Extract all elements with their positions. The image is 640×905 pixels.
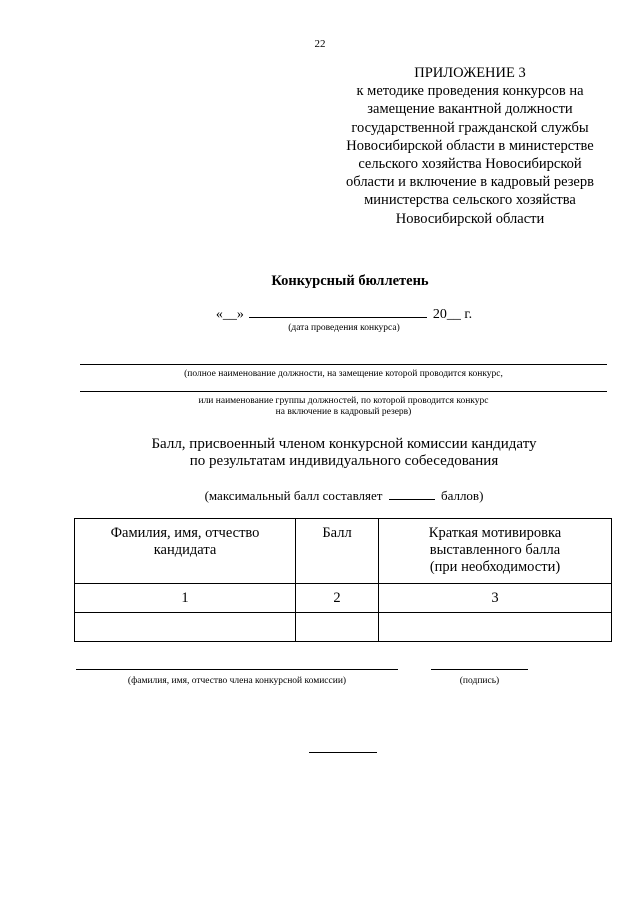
position-name-line-2[interactable] (80, 391, 607, 392)
document-title: Конкурсный бюллетень (271, 273, 429, 289)
commission-member-name-line[interactable] (76, 669, 398, 670)
motivation-cell[interactable] (379, 613, 612, 642)
max-score-blank[interactable] (389, 488, 435, 500)
end-divider (309, 752, 377, 753)
signature-line[interactable] (431, 669, 528, 670)
table-row (75, 613, 612, 642)
date-month-blank[interactable] (249, 305, 427, 318)
page-number: 22 (314, 38, 326, 50)
header-text: Фамилия, имя, отчество (110, 525, 260, 541)
date-caption: (дата проведения конкурса) (288, 323, 400, 333)
header-candidate (75, 519, 296, 584)
table-header-row (75, 519, 612, 584)
table-number-row (75, 584, 612, 613)
max-score-line (0, 488, 640, 504)
score-heading (0, 436, 640, 470)
position-caption-1: (полное наименование должности, на замещение которой проводится конкурс, (184, 369, 503, 379)
header-text: (при необходимости) (429, 559, 561, 575)
score-table (74, 518, 612, 642)
appendix-line: области и включение в кадровый резерв (346, 174, 594, 191)
appendix-line: министерства сельского хозяйства (364, 192, 576, 209)
column-number: 3 (379, 584, 612, 613)
score-heading-line: Балл, присвоенный членом конкурсной комиссии кандидату (151, 436, 537, 452)
appendix-line: государственной гражданской службы (351, 119, 589, 136)
header-text: кандидата (153, 542, 217, 558)
appendix-line: ПРИЛОЖЕНИЕ 3 (414, 65, 526, 81)
position-name-line-1[interactable] (80, 364, 607, 365)
appendix-line: Новосибирской области в министерстве (346, 137, 594, 154)
column-number: 2 (296, 584, 379, 613)
appendix-line: Новосибирской области (395, 210, 545, 227)
candidate-name-cell[interactable] (75, 613, 296, 642)
score-cell[interactable] (296, 613, 379, 642)
commission-member-name-caption: (фамилия, имя, отчество члена конкурсной комиссии) (127, 676, 347, 686)
appendix-line: сельского хозяйства Новосибирской (358, 156, 582, 173)
date-year: 20__ г. (432, 307, 473, 322)
date-line (0, 305, 640, 323)
header-text: выставленного балла (429, 542, 561, 558)
appendix-line: замещение вакантной должности (367, 101, 573, 118)
header-text: Балл (322, 525, 352, 541)
position-caption-2b: на включение в кадровый резерв) (275, 407, 412, 417)
date-day-blank[interactable]: «__» (215, 307, 244, 322)
appendix-header (320, 64, 620, 228)
max-score-prefix: (максимальный балл составляет (204, 488, 383, 503)
column-number: 1 (75, 584, 296, 613)
signature-caption: (подпись) (459, 676, 500, 686)
header-score (296, 519, 379, 584)
max-score-suffix: баллов) (440, 488, 484, 503)
score-heading-line: по результатам индивидуального собеседования (189, 453, 499, 469)
appendix-line: к методике проведения конкурсов на (356, 83, 584, 100)
position-caption-2a: или наименование группы должностей, по которой проводится конкурс (198, 396, 489, 406)
header-text: Краткая мотивировка (428, 525, 562, 541)
header-motivation (379, 519, 612, 584)
